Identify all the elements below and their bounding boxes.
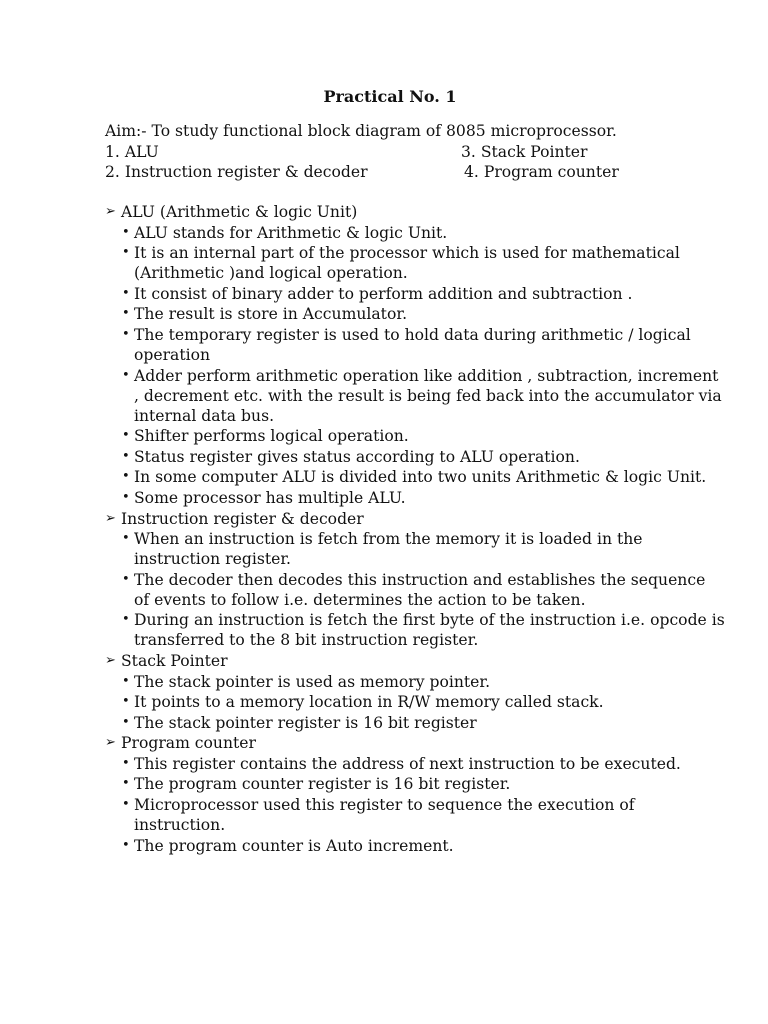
list-item-text: Shifter performs logical operation.: [134, 427, 409, 446]
section-heading: [105, 202, 725, 223]
list-item-text: The stack pointer register is 16 bit register: [134, 713, 477, 732]
list-item-text: The program counter register is 16 bit register.: [134, 775, 511, 794]
list-item-text: Adder perform arithmetic operation like addition , subtraction, increment , decrement etc. with the result is being fed back into the accumulator via internal data bus.: [134, 366, 722, 425]
arrow-bullet-icon: ➢: [105, 510, 116, 526]
list-item: [105, 692, 725, 712]
bullet-list: [105, 754, 725, 856]
bullet-dot-icon: •: [122, 612, 130, 628]
bullet-dot-icon: •: [122, 673, 130, 689]
bullet-dot-icon: •: [122, 571, 130, 587]
list-item: [105, 570, 725, 610]
topic-stack-pointer: 3. Stack Pointer: [461, 143, 588, 161]
list-item-text: This register contains the address of next instruction to be executed.: [134, 754, 681, 773]
section-heading: [105, 651, 725, 672]
section-heading-text: Instruction register & decoder: [121, 509, 364, 528]
list-item-text: It points to a memory location in R/W memory called stack.: [134, 693, 604, 712]
topic-alu: 1. ALU: [105, 143, 159, 161]
bullet-dot-icon: •: [122, 224, 130, 240]
list-item-text: When an instruction is fetch from the memory it is loaded in the instruction register.: [134, 530, 643, 569]
bullet-dot-icon: •: [122, 714, 130, 730]
list-item: [105, 795, 725, 835]
list-item: [105, 610, 725, 650]
list-item-text: The program counter is Auto increment.: [134, 836, 454, 855]
page-title: Practical No. 1: [323, 87, 457, 106]
section-heading-text: Program counter: [121, 734, 256, 753]
list-item-text: The decoder then decodes this instruction and establishes the sequence of events to follow i.e. determines the action to be taken.: [134, 570, 706, 609]
bullet-dot-icon: •: [122, 489, 130, 505]
list-item: [105, 243, 725, 283]
list-item-text: Status register gives status according to ALU operation.: [134, 447, 580, 466]
list-item: [105, 223, 725, 243]
list-item: [105, 529, 725, 569]
list-item: [105, 467, 725, 487]
list-item-text: It is an internal part of the processor which is used for mathematical (Arithmetic )and logical operation.: [134, 244, 680, 283]
section-heading: [105, 509, 725, 530]
sections-container: [105, 202, 725, 856]
bullet-dot-icon: •: [122, 776, 130, 792]
list-item-text: During an instruction is fetch the first byte of the instruction i.e. opcode is transferred to the 8 bit instruction register.: [134, 611, 725, 650]
list-item: [105, 488, 725, 508]
bullet-dot-icon: •: [122, 306, 130, 322]
arrow-bullet-icon: ➢: [105, 204, 116, 219]
list-item: [105, 713, 725, 733]
bullet-dot-icon: •: [122, 837, 130, 853]
list-item: [105, 366, 725, 426]
aim-statement: Aim:- To study functional block diagram of 8085 microprocessor.: [105, 122, 617, 140]
section-heading-text: Stack Pointer: [121, 651, 228, 670]
bullet-dot-icon: •: [122, 326, 130, 342]
bullet-dot-icon: •: [122, 428, 130, 444]
list-item-text: Some processor has multiple ALU.: [134, 488, 406, 507]
list-item-text: The temporary register is used to hold data during arithmetic / logical operation: [134, 325, 691, 364]
bullet-dot-icon: •: [122, 531, 130, 547]
list-item: [105, 447, 725, 467]
list-item: [105, 672, 725, 692]
list-item: [105, 774, 725, 794]
arrow-bullet-icon: ➢: [105, 735, 116, 751]
topic-row-2: [105, 162, 665, 182]
bullet-dot-icon: •: [122, 285, 130, 301]
bullet-dot-icon: •: [122, 694, 130, 710]
list-item: [105, 284, 725, 304]
bullet-list: [105, 223, 725, 508]
section-heading-text: ALU (Arithmetic & logic Unit): [121, 203, 358, 221]
arrow-bullet-icon: ➢: [105, 652, 116, 668]
bullet-list: [105, 672, 725, 733]
section-heading: [105, 733, 725, 754]
list-item-text: In some computer ALU is divided into two units Arithmetic & logic Unit.: [134, 468, 707, 487]
bullet-list: [105, 529, 725, 650]
bullet-dot-icon: •: [122, 755, 130, 771]
list-item-text: ALU stands for Arithmetic & logic Unit.: [134, 223, 448, 242]
list-item: [105, 325, 725, 365]
bullet-dot-icon: •: [122, 367, 130, 383]
topic-instruction-register: 2. Instruction register & decoder: [105, 163, 368, 181]
topic-row-1: [105, 142, 665, 162]
topic-program-counter: 4. Program counter: [464, 163, 619, 181]
list-item-text: It consist of binary adder to perform addition and subtraction .: [134, 284, 633, 303]
bullet-dot-icon: •: [122, 245, 130, 261]
list-item: [105, 304, 725, 324]
bullet-dot-icon: •: [122, 469, 130, 485]
list-item: [105, 426, 725, 446]
list-item: [105, 836, 725, 856]
list-item-text: Microprocessor used this register to sequence the execution of instruction.: [134, 796, 635, 835]
list-item: [105, 754, 725, 774]
list-item-text: The stack pointer is used as memory pointer.: [134, 672, 491, 691]
bullet-dot-icon: •: [122, 448, 130, 464]
list-item-text: The result is store in Accumulator.: [134, 305, 408, 324]
bullet-dot-icon: •: [122, 797, 130, 813]
